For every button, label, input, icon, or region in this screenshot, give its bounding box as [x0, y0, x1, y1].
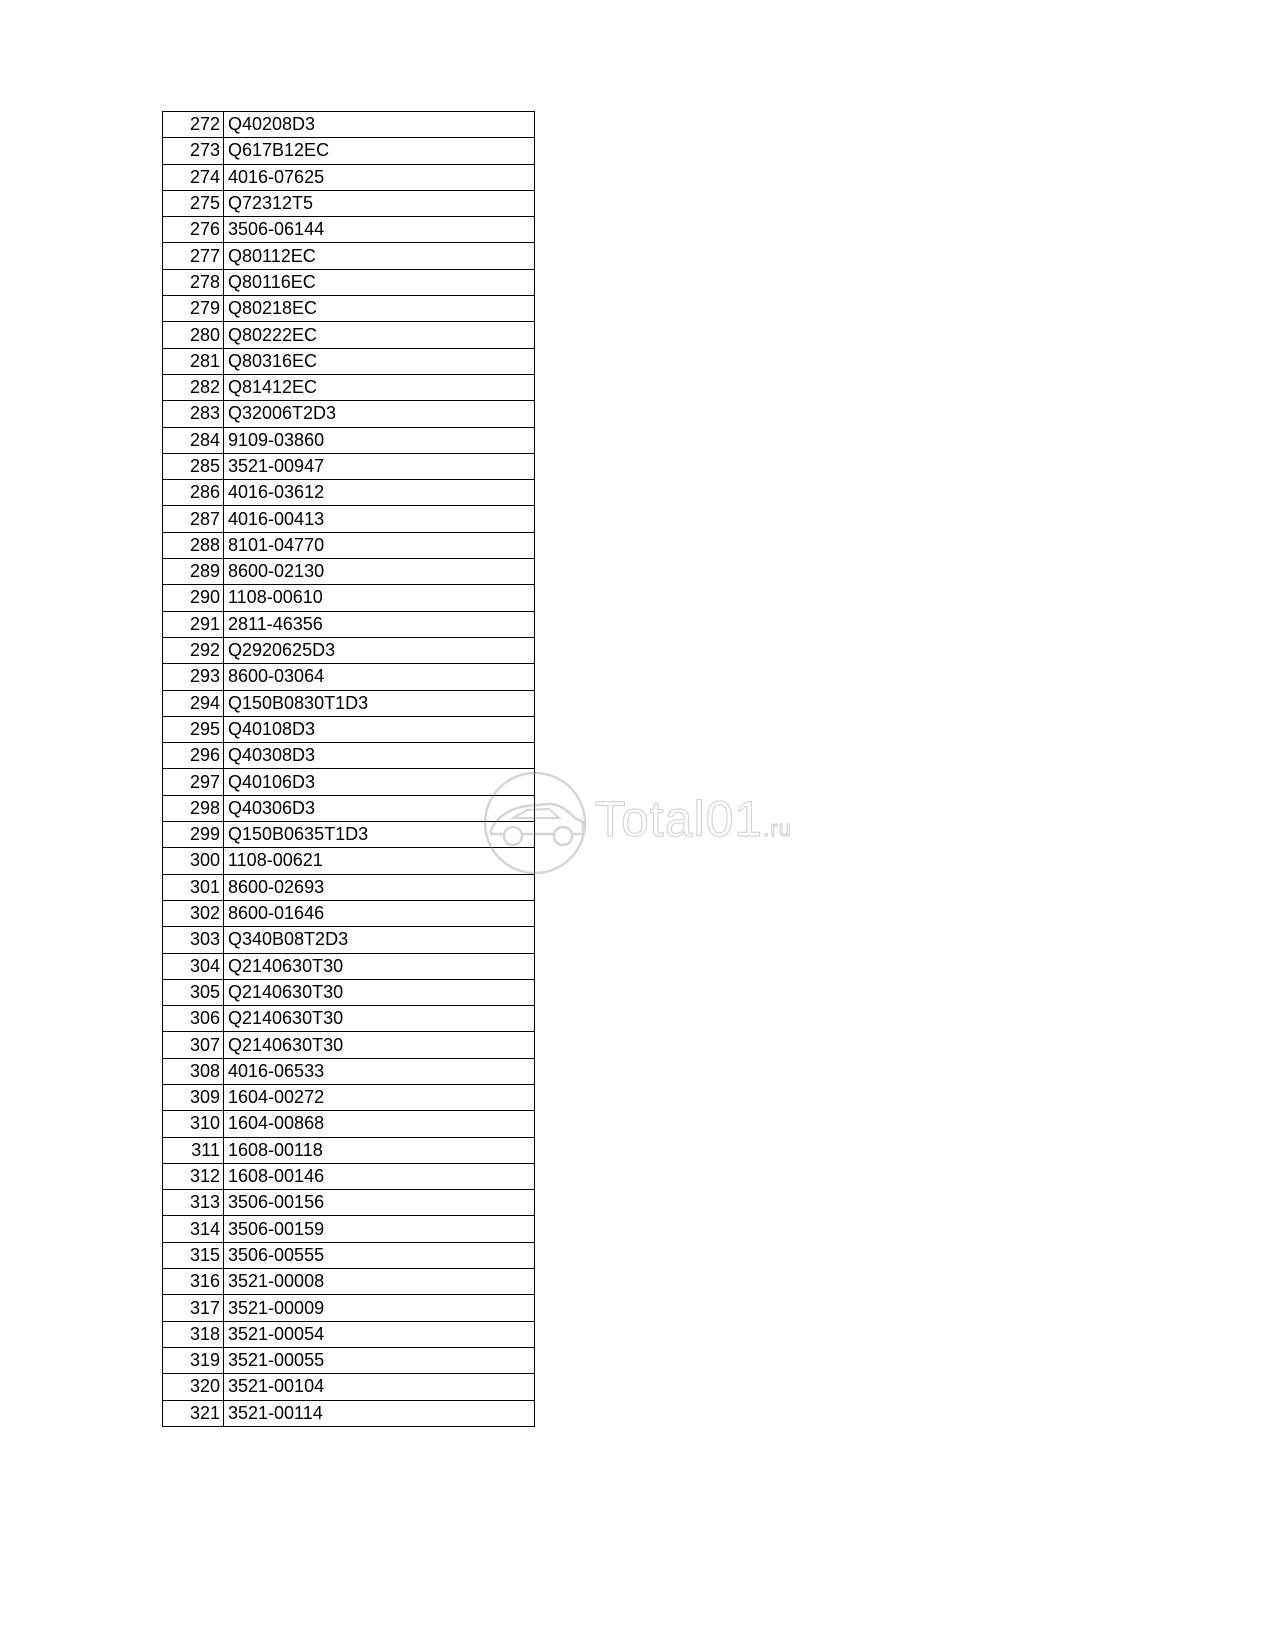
table-row	[163, 1032, 535, 1058]
part-code-cell: 1604-00272	[224, 1084, 535, 1110]
table-row	[163, 1058, 535, 1084]
table-row	[163, 453, 535, 479]
part-code-cell: 3521-00104	[224, 1374, 535, 1400]
table-row	[163, 743, 535, 769]
part-code-cell: Q617B12EC	[224, 138, 535, 164]
part-code-cell: 8101-04770	[224, 532, 535, 558]
table-row	[163, 979, 535, 1005]
part-code-cell: 1604-00868	[224, 1111, 535, 1137]
part-code-cell: 2811-46356	[224, 611, 535, 637]
table-row	[163, 190, 535, 216]
part-code-cell: 4016-03612	[224, 480, 535, 506]
table-row	[163, 874, 535, 900]
part-code-cell: Q40108D3	[224, 716, 535, 742]
table-row	[163, 664, 535, 690]
part-code-cell: 9109-03860	[224, 427, 535, 453]
row-number-cell: 304	[163, 953, 224, 979]
row-number-cell: 290	[163, 585, 224, 611]
table-row	[163, 559, 535, 585]
table-row	[163, 1111, 535, 1137]
row-number-cell: 278	[163, 269, 224, 295]
table-row	[163, 1347, 535, 1373]
table-row	[163, 269, 535, 295]
part-code-cell: Q2140630T30	[224, 1032, 535, 1058]
part-code-cell: Q150B0635T1D3	[224, 822, 535, 848]
part-code-cell: 3506-00156	[224, 1190, 535, 1216]
part-code-cell: Q32006T2D3	[224, 401, 535, 427]
row-number-cell: 279	[163, 296, 224, 322]
row-number-cell: 314	[163, 1216, 224, 1242]
watermark	[483, 768, 792, 878]
watermark-brand: Total01	[595, 791, 764, 847]
table-row	[163, 348, 535, 374]
part-code-cell: 8600-02693	[224, 874, 535, 900]
row-number-cell: 284	[163, 427, 224, 453]
table-row	[163, 1163, 535, 1189]
row-number-cell: 276	[163, 217, 224, 243]
table-row	[163, 1084, 535, 1110]
part-code-cell: Q2140630T30	[224, 1006, 535, 1032]
parts-table-body	[163, 112, 535, 1427]
row-number-cell: 294	[163, 690, 224, 716]
table-row	[163, 1295, 535, 1321]
table-row	[163, 1374, 535, 1400]
row-number-cell: 288	[163, 532, 224, 558]
part-code-cell: 3521-00947	[224, 453, 535, 479]
row-number-cell: 292	[163, 637, 224, 663]
part-code-cell: Q81412EC	[224, 374, 535, 400]
part-code-cell: Q2140630T30	[224, 953, 535, 979]
row-number-cell: 317	[163, 1295, 224, 1321]
part-code-cell: 3521-00009	[224, 1295, 535, 1321]
part-code-cell: Q2920625D3	[224, 637, 535, 663]
row-number-cell: 289	[163, 559, 224, 585]
table-row	[163, 716, 535, 742]
row-number-cell: 313	[163, 1190, 224, 1216]
watermark-suffix: .ru	[763, 816, 792, 841]
part-code-cell: 3506-00159	[224, 1216, 535, 1242]
table-row	[163, 322, 535, 348]
part-code-cell: Q340B08T2D3	[224, 927, 535, 953]
part-code-cell: Q80222EC	[224, 322, 535, 348]
table-row	[163, 1242, 535, 1268]
part-code-cell: 8600-02130	[224, 559, 535, 585]
row-number-cell: 274	[163, 164, 224, 190]
car-logo-icon	[483, 768, 593, 878]
table-row	[163, 480, 535, 506]
row-number-cell: 280	[163, 322, 224, 348]
table-row	[163, 164, 535, 190]
table-row	[163, 1269, 535, 1295]
table-row	[163, 296, 535, 322]
row-number-cell: 285	[163, 453, 224, 479]
part-code-cell: 3521-00114	[224, 1400, 535, 1426]
row-number-cell: 311	[163, 1137, 224, 1163]
part-code-cell: 8600-01646	[224, 900, 535, 926]
row-number-cell: 281	[163, 348, 224, 374]
part-code-cell: Q40306D3	[224, 795, 535, 821]
part-code-cell: Q2140630T30	[224, 979, 535, 1005]
row-number-cell: 283	[163, 401, 224, 427]
row-number-cell: 301	[163, 874, 224, 900]
table-row	[163, 927, 535, 953]
part-code-cell: 3521-00055	[224, 1347, 535, 1373]
row-number-cell: 305	[163, 979, 224, 1005]
row-number-cell: 286	[163, 480, 224, 506]
row-number-cell: 299	[163, 822, 224, 848]
part-code-cell: Q40208D3	[224, 112, 535, 138]
table-row	[163, 1216, 535, 1242]
table-row	[163, 532, 535, 558]
part-code-cell: 3521-00008	[224, 1269, 535, 1295]
table-row	[163, 138, 535, 164]
part-code-cell: 3506-06144	[224, 217, 535, 243]
row-number-cell: 303	[163, 927, 224, 953]
row-number-cell: 277	[163, 243, 224, 269]
parts-table	[162, 111, 535, 1427]
row-number-cell: 272	[163, 112, 224, 138]
table-row	[163, 1400, 535, 1426]
part-code-cell: Q40308D3	[224, 743, 535, 769]
row-number-cell: 297	[163, 769, 224, 795]
row-number-cell: 287	[163, 506, 224, 532]
row-number-cell: 298	[163, 795, 224, 821]
part-code-cell: 4016-06533	[224, 1058, 535, 1084]
row-number-cell: 312	[163, 1163, 224, 1189]
table-row	[163, 427, 535, 453]
table-row	[163, 637, 535, 663]
part-code-cell: 1108-00621	[224, 848, 535, 874]
table-row	[163, 1190, 535, 1216]
part-code-cell: 1608-00146	[224, 1163, 535, 1189]
part-code-cell: Q40106D3	[224, 769, 535, 795]
table-row	[163, 953, 535, 979]
row-number-cell: 300	[163, 848, 224, 874]
part-code-cell: Q80116EC	[224, 269, 535, 295]
table-row	[163, 1006, 535, 1032]
row-number-cell: 307	[163, 1032, 224, 1058]
watermark-text	[595, 790, 792, 848]
row-number-cell: 291	[163, 611, 224, 637]
table-row	[163, 822, 535, 848]
row-number-cell: 309	[163, 1084, 224, 1110]
part-code-cell: Q80112EC	[224, 243, 535, 269]
row-number-cell: 275	[163, 190, 224, 216]
part-code-cell: Q80316EC	[224, 348, 535, 374]
table-row	[163, 795, 535, 821]
row-number-cell: 321	[163, 1400, 224, 1426]
row-number-cell: 302	[163, 900, 224, 926]
row-number-cell: 293	[163, 664, 224, 690]
table-row	[163, 900, 535, 926]
table-row	[163, 506, 535, 532]
table-row	[163, 769, 535, 795]
row-number-cell: 319	[163, 1347, 224, 1373]
part-code-cell: 8600-03064	[224, 664, 535, 690]
row-number-cell: 282	[163, 374, 224, 400]
row-number-cell: 320	[163, 1374, 224, 1400]
table-row	[163, 690, 535, 716]
row-number-cell: 308	[163, 1058, 224, 1084]
row-number-cell: 295	[163, 716, 224, 742]
row-number-cell: 306	[163, 1006, 224, 1032]
row-number-cell: 318	[163, 1321, 224, 1347]
table-row	[163, 1321, 535, 1347]
table-row	[163, 374, 535, 400]
table-row	[163, 1137, 535, 1163]
part-code-cell: Q150B0830T1D3	[224, 690, 535, 716]
row-number-cell: 315	[163, 1242, 224, 1268]
table-row	[163, 848, 535, 874]
part-code-cell: 1608-00118	[224, 1137, 535, 1163]
table-row	[163, 611, 535, 637]
table-row	[163, 112, 535, 138]
part-code-cell: Q72312T5	[224, 190, 535, 216]
table-row	[163, 243, 535, 269]
part-code-cell: 4016-07625	[224, 164, 535, 190]
part-code-cell: 4016-00413	[224, 506, 535, 532]
part-code-cell: Q80218EC	[224, 296, 535, 322]
part-code-cell: 3521-00054	[224, 1321, 535, 1347]
part-code-cell: 3506-00555	[224, 1242, 535, 1268]
table-row	[163, 217, 535, 243]
row-number-cell: 316	[163, 1269, 224, 1295]
table-row	[163, 585, 535, 611]
part-code-cell: 1108-00610	[224, 585, 535, 611]
row-number-cell: 273	[163, 138, 224, 164]
row-number-cell: 310	[163, 1111, 224, 1137]
row-number-cell: 296	[163, 743, 224, 769]
table-row	[163, 401, 535, 427]
